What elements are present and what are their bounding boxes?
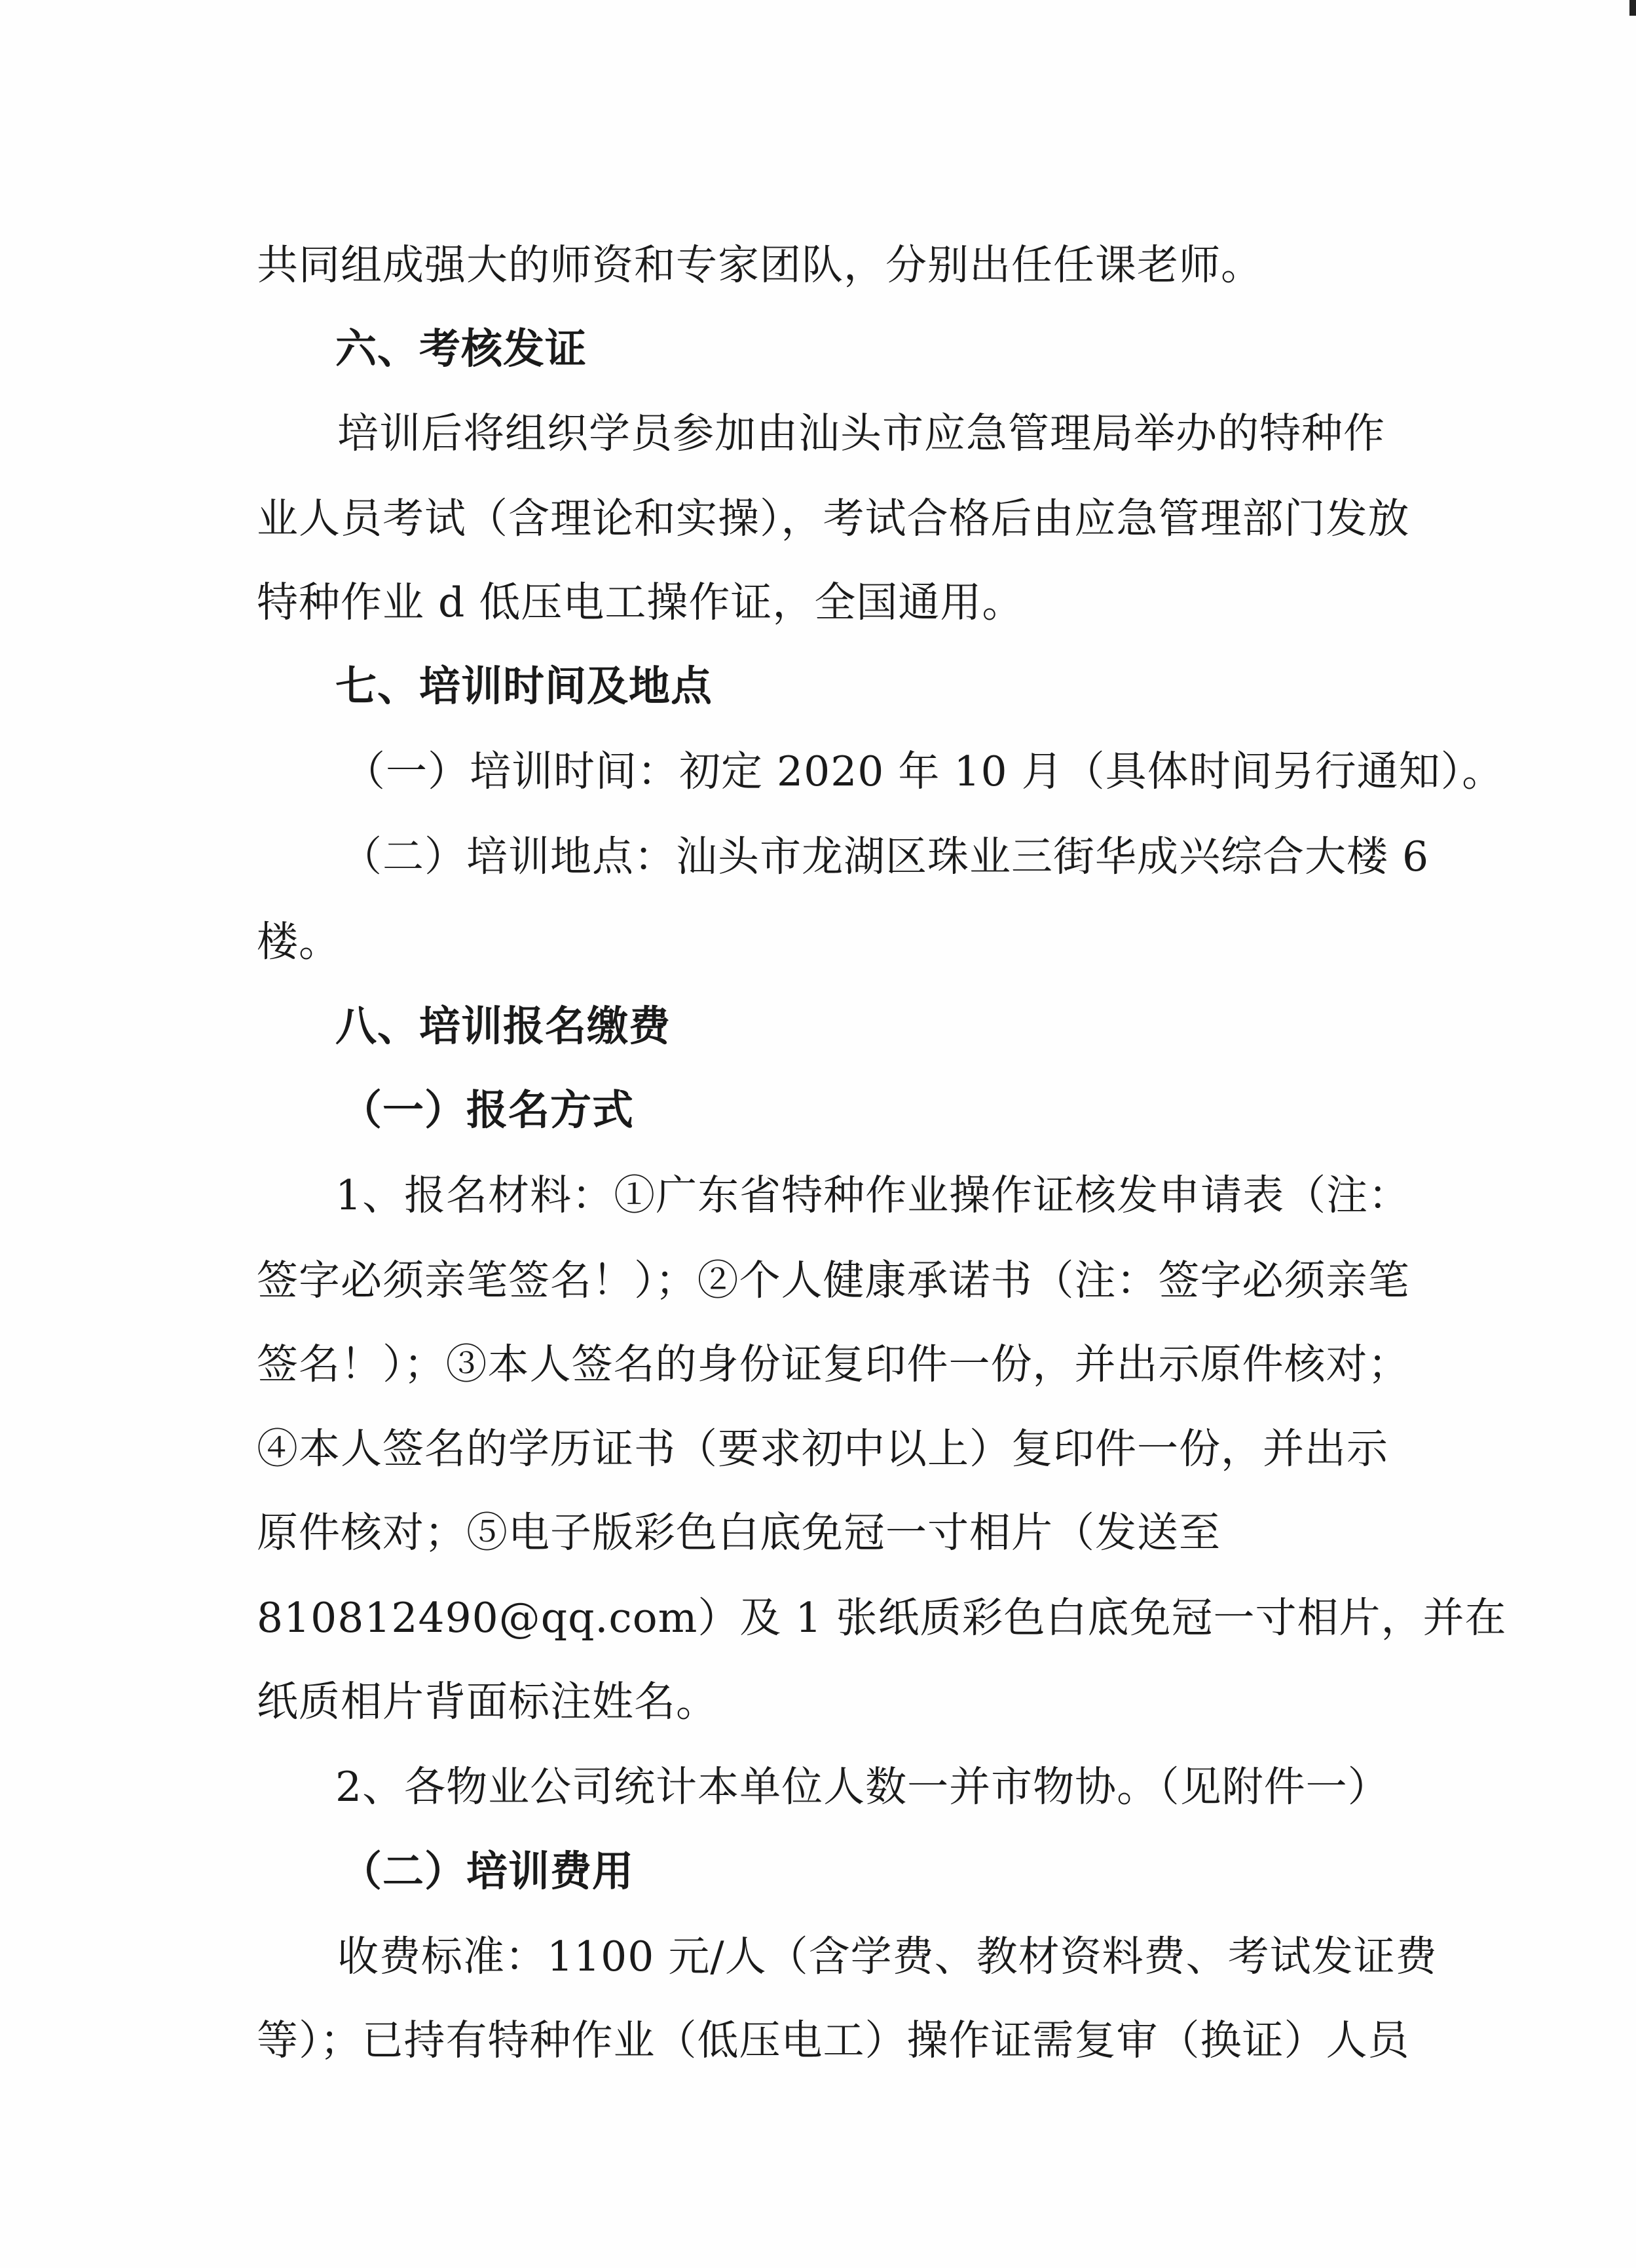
text-line: 楼。 bbox=[257, 918, 341, 966]
section-heading: 七、培训时间及地点 bbox=[335, 662, 713, 710]
text-line: 原件核对；⑤电子版彩色白底免冠一寸相片（发送至 bbox=[257, 1509, 1221, 1557]
section-heading: 八、培训报名缴费 bbox=[335, 1002, 671, 1050]
subsection-heading: （二）培训费用 bbox=[341, 1847, 634, 1895]
text-line: 1、报名材料：①广东省特种作业操作证核发申请表（注： bbox=[335, 1171, 1411, 1219]
text-line: 业人员考试（含理论和实操），考试合格后由应急管理部门发放 bbox=[257, 495, 1410, 542]
text-line: 纸质相片背面标注姓名。 bbox=[257, 1678, 718, 1726]
text-line: 签名！）；③本人签名的身份证复印件一份，并出示原件核对； bbox=[257, 1340, 1410, 1388]
scan-edge-mark bbox=[1629, 0, 1636, 16]
text-line: 收费标准：1100 元/人（含学费、教材资料费、考试发证费 bbox=[337, 1933, 1438, 1980]
text-line: 共同组成强大的师资和专家团队，分别出任任课老师。 bbox=[257, 241, 1263, 289]
text-line: 2、各物业公司统计本单位人数一并市物协。（见附件一） bbox=[335, 1763, 1390, 1811]
subsection-heading: （一）报名方式 bbox=[341, 1086, 634, 1134]
text-line: 810812490@qq.com）及 1 张纸质彩色白底免冠一寸相片，并在 bbox=[257, 1594, 1507, 1642]
text-line: 培训后将组织学员参加由汕头市应急管理局举办的特种作 bbox=[337, 409, 1385, 457]
section-heading: 六、考核发证 bbox=[335, 325, 587, 373]
text-line: 签字必须亲笔签名！）；②个人健康承诺书（注：签字必须亲笔 bbox=[257, 1257, 1410, 1304]
text-line: 等）；已持有特种作业（低压电工）操作证需复审（换证）人员 bbox=[257, 2016, 1410, 2064]
text-line: （二）培训地点：汕头市龙湖区珠业三街华成兴综合大楼 6 bbox=[341, 833, 1430, 880]
text-line: 特种作业 d 低压电工操作证，全国通用。 bbox=[257, 578, 1024, 626]
text-line: ④本人签名的学历证书（要求初中以上）复印件一份，并出示 bbox=[257, 1425, 1388, 1473]
text-line: （一）培训时间：初定 2020 年 10 月（具体时间另行通知）。 bbox=[344, 747, 1504, 795]
